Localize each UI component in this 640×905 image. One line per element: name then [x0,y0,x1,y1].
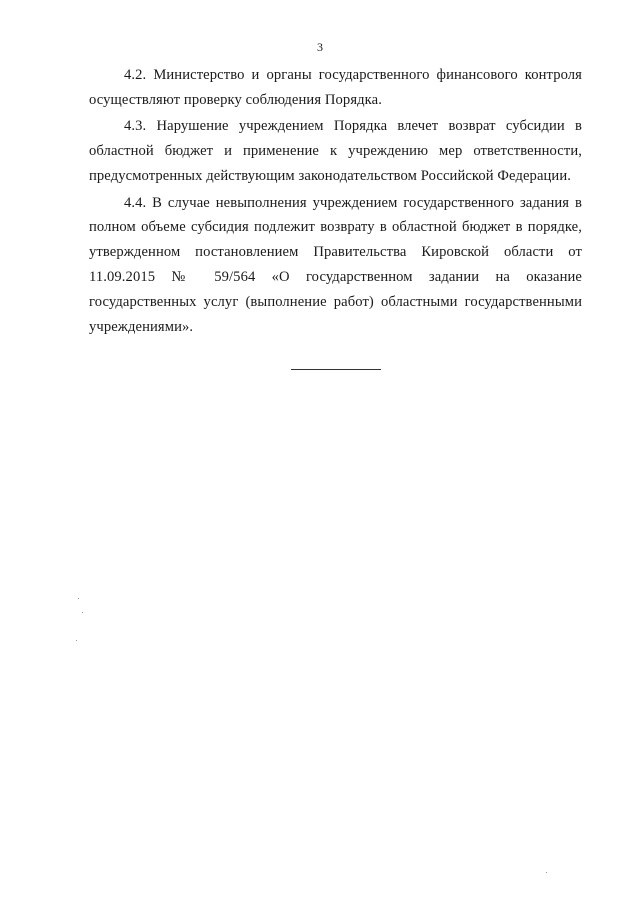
scan-speck [76,640,77,641]
scan-speck [546,872,547,873]
paragraph-4-2: 4.2. Министерство и органы государственного финансового контроля осуществляют проверку соблюдения Порядка. [89,67,582,108]
end-of-text-rule [291,369,381,370]
scan-speck [82,612,83,613]
scan-speck [78,598,79,599]
page-number: 3 [317,40,323,54]
paragraph-4-4: 4.4. В случае невыполнения учреждением государственного задания в полном объеме субсидия подлежит возврату в областной бюджет в порядке, утвержденном постановлением Правительства Кировской области от 11.09.2015 № 59/564 «О государственном задании на оказание государственных услуг (выполнение работ) областными государственными учреждениями». [89,194,582,336]
paragraph-4-3: 4.3. Нарушение учреждением Порядка влечет возврат субсидии в областной бюджет и применение к учреждению мер ответственности, предусмотренных действующим законодательством Российской Федерации. [89,118,582,185]
document-body [89,63,582,341]
